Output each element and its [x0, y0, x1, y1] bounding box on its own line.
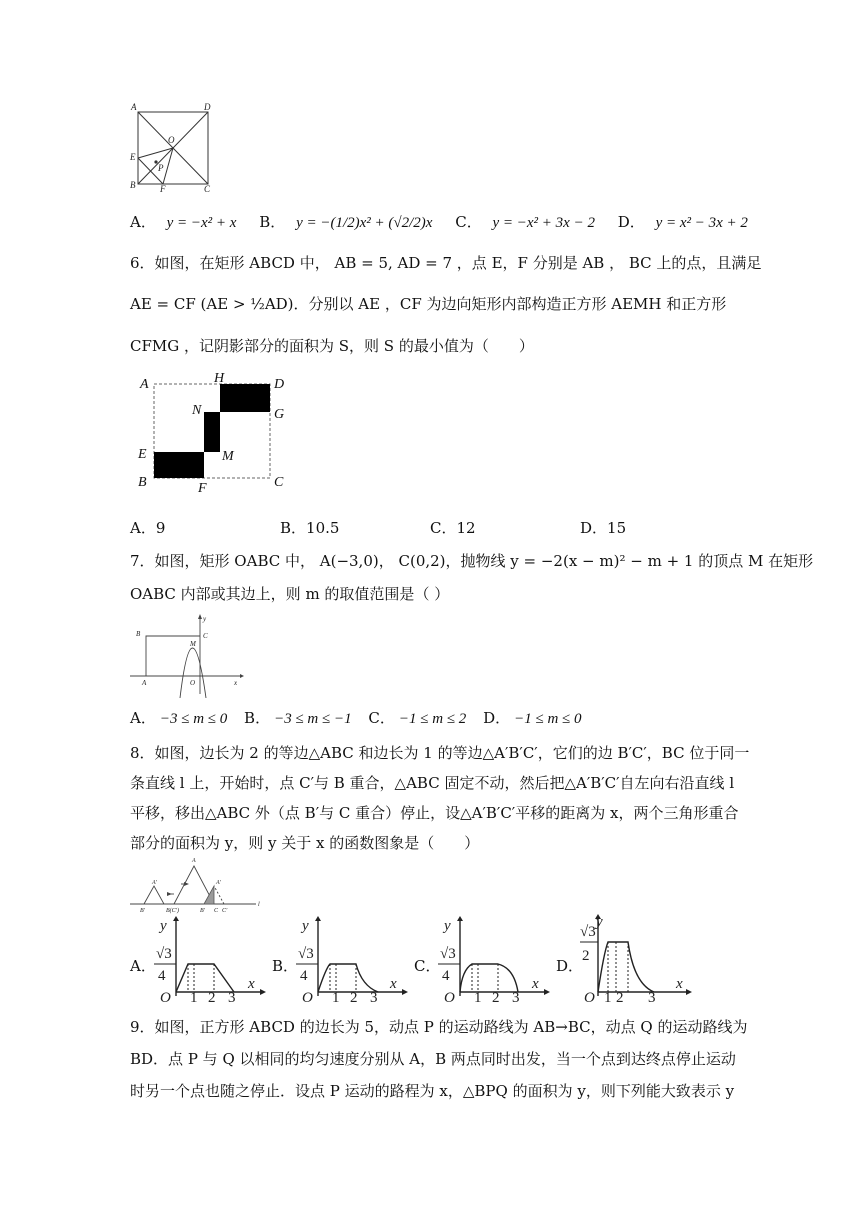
q8-label-b2: B′	[200, 908, 205, 914]
q8-option-b-label: B．	[272, 957, 299, 975]
q8-line-3: 平移，移出△ABC 外（点 B′与 C 重合）停止，设△A′B′C′平移的距离为 x，两个三角形重合	[130, 804, 739, 822]
q5-option-d-label: D．	[617, 213, 645, 231]
q8-label-c: C	[214, 908, 219, 914]
q6-options	[130, 517, 700, 538]
q7-label-y: y	[203, 615, 207, 623]
q7-label-m: M	[190, 640, 196, 648]
q7-option-c-label: C．	[368, 709, 395, 727]
q7-label-a: A	[142, 679, 147, 687]
q7-label-o: O	[190, 679, 196, 687]
q6-label-n: N	[192, 403, 202, 418]
q7-option-a-expr: −3 ≤ m ≤ 0	[159, 711, 228, 727]
q8-b-t1: 1	[332, 990, 340, 1002]
q8-triangles-figure	[128, 852, 268, 914]
q5-label-p: P	[158, 163, 164, 173]
q7-label-x: x	[234, 679, 238, 687]
q5-label-d: D	[204, 102, 211, 112]
q8-d-den: 2	[582, 948, 590, 964]
q8-b-y: y	[302, 918, 309, 934]
q6-option-d	[580, 517, 700, 538]
q9-line-2: BD．点 P 与 Q 以相同的均匀速度分别从 A，B 两点同时出发，当一个点到达终点停止运动	[130, 1050, 736, 1068]
q7-option-b-expr: −3 ≤ m ≤ −1	[274, 711, 352, 727]
q8-label-a: A	[192, 858, 196, 864]
q7-option-a-label: A．	[130, 709, 156, 727]
q8-c-den: 4	[442, 968, 450, 984]
q8-option-c-label: C．	[414, 957, 441, 975]
q6-option-d-label: D．	[580, 519, 608, 537]
q8-b-o: O	[302, 990, 313, 1002]
q8-a-num: √3	[156, 946, 172, 962]
q8-d-t2: 2	[616, 990, 624, 1004]
q6-label-d: D	[274, 377, 285, 392]
q6-shaded-top	[220, 384, 270, 412]
q5-option-a-label: A．	[130, 213, 156, 231]
q6-rectangle-figure	[134, 368, 294, 492]
q7-option-d-expr: −1 ≤ m ≤ 0	[514, 711, 582, 727]
q5-option-b-label: B．	[259, 213, 286, 231]
q8-c-o: O	[444, 990, 455, 1002]
q8-a-y: y	[160, 918, 167, 934]
q8-c-t1: 1	[474, 990, 482, 1002]
q6-option-a-value: 9	[155, 519, 166, 537]
q6-label-g: G	[274, 407, 285, 422]
q8-c-y: y	[444, 918, 451, 934]
q7-option-d-label: D．	[483, 709, 511, 727]
q5-label-e: E	[130, 152, 136, 162]
q6-option-a	[130, 517, 280, 538]
q7-line-2: OABC 内部或其边上，则 m 的取值范围是（ ）	[130, 585, 450, 603]
q7-line-1: 7．如图，矩形 OABC 中， A(−3,0)， C(0,2)，抛物线 y = −2(x − m)² − m + 1 的顶点 M 在矩形	[130, 552, 814, 570]
q6-label-m: M	[222, 449, 234, 464]
q8-label-l: l	[258, 902, 260, 908]
q7-parabola-figure	[128, 612, 246, 698]
q6-shaded-bottom	[154, 452, 204, 478]
q8-d-t3: 3	[648, 990, 656, 1004]
q8-option-a-label: A．	[130, 957, 156, 975]
q8-d-o: O	[584, 990, 595, 1004]
q8-option-c-graph	[434, 916, 550, 1002]
q8-option-d-graph	[578, 912, 694, 1004]
q8-a-x: x	[248, 976, 255, 992]
q8-b-t3: 3	[370, 990, 378, 1002]
q8-d-t1: 1	[604, 990, 612, 1004]
q8-line-4: 部分的面积为 y，则 y 关于 x 的函数图象是（ ）	[130, 834, 480, 852]
q8-c-num: √3	[440, 946, 456, 962]
q8-option-b-graph	[292, 916, 408, 1002]
q5-option-d-expr: y = x² − 3x + 2	[655, 215, 748, 231]
q6-option-b-value: 10.5	[306, 519, 340, 537]
q6-label-h: H	[214, 371, 225, 386]
q8-c-x: x	[532, 976, 539, 992]
q8-c-t3: 3	[512, 990, 520, 1002]
q6-label-f: F	[198, 481, 207, 492]
q8-a-t3: 3	[228, 990, 236, 1002]
q8-d-num: √3	[580, 924, 596, 940]
q5-options	[130, 211, 748, 232]
q8-a-o: O	[160, 990, 171, 1002]
q8-d-x: x	[676, 976, 683, 992]
q6-label-e: E	[138, 447, 147, 462]
q8-label-a2: A′	[216, 880, 221, 886]
q5-option-a-expr: y = −x² + x	[166, 215, 237, 231]
q7-options	[130, 707, 582, 728]
q5-option-c-expr: y = −x² + 3x − 2	[492, 215, 595, 231]
q8-b-den: 4	[300, 968, 308, 984]
q8-c-t2: 2	[492, 990, 500, 1002]
q6-line-1: 6．如图，在矩形 ABCD 中， AB = 5, AD = 7 ，点 E，F 分别是 AB ， BC 上的点，且满足	[130, 254, 762, 272]
q5-option-c-label: C．	[455, 213, 482, 231]
q9-line-1: 9．如图，正方形 ABCD 的边长为 5，动点 P 的运动路线为 AB→BC，动点 Q 的运动路线为	[130, 1018, 748, 1036]
q5-option-b-expr: y = −(1/2)x² + (√2/2)x	[296, 215, 433, 231]
q6-label-c: C	[274, 475, 284, 490]
q6-option-d-value: 15	[607, 519, 627, 537]
q8-a-t1: 1	[190, 990, 198, 1002]
q8-line-1: 8．如图，边长为 2 的等边△ABC 和边长为 1 的等边△A′B′C′，它们的边 B′C′，BC 位于同一	[130, 744, 750, 762]
q7-label-c: C	[203, 632, 208, 640]
q8-b-num: √3	[298, 946, 314, 962]
q8-d-y: y	[596, 914, 603, 930]
q5-square-figure	[126, 100, 222, 192]
q6-line-2: AE = CF (AE > ½AD)．分别以 AE ，CF 为边向矩形内部构造正方形 AEMH 和正方形	[130, 295, 727, 313]
q6-shaded-mid	[204, 412, 220, 452]
q5-label-c: C	[204, 184, 211, 192]
q8-line-2: 条直线 l 上，开始时，点 C′与 B 重合，△ABC 固定不动，然后把△A′B′C′自左向右沿直线 l	[130, 774, 735, 792]
q8-b-x: x	[390, 976, 397, 992]
q8-a-t2: 2	[208, 990, 216, 1002]
q6-option-c-value: 12	[456, 519, 476, 537]
q6-option-b	[280, 517, 430, 538]
q6-line-3: CFMG ，记阴影部分的面积为 S，则 S 的最小值为（ ）	[130, 337, 534, 355]
q8-a-den: 4	[158, 968, 166, 984]
q5-label-o: O	[168, 135, 175, 145]
q8-label-c2: C′	[222, 908, 228, 914]
q6-option-b-label: B．	[280, 519, 307, 537]
q8-label-bc: B(C′)	[166, 908, 179, 914]
q6-label-b: B	[138, 475, 147, 490]
q8-label-a1: A′	[152, 880, 157, 886]
q5-label-b: B	[130, 180, 136, 190]
q7-option-c-expr: −1 ≤ m ≤ 2	[398, 711, 467, 727]
q6-option-c-label: C．	[430, 519, 457, 537]
q5-label-f: F	[160, 184, 166, 192]
q8-option-d-label: D．	[556, 957, 584, 975]
q6-option-a-label: A．	[130, 519, 156, 537]
q8-option-a-graph	[150, 916, 266, 1002]
q6-option-c	[430, 517, 580, 538]
q8-label-b1: B′	[140, 908, 145, 914]
q5-label-a: A	[131, 102, 137, 112]
q7-option-b-label: B．	[244, 709, 271, 727]
q6-label-a: A	[140, 377, 149, 392]
q9-line-3: 时另一个点也随之停止．设点 P 运动的路程为 x，△BPQ 的面积为 y，则下列能大致表示 y	[130, 1082, 735, 1100]
q8-b-t2: 2	[350, 990, 358, 1002]
q7-label-b: B	[136, 630, 141, 638]
